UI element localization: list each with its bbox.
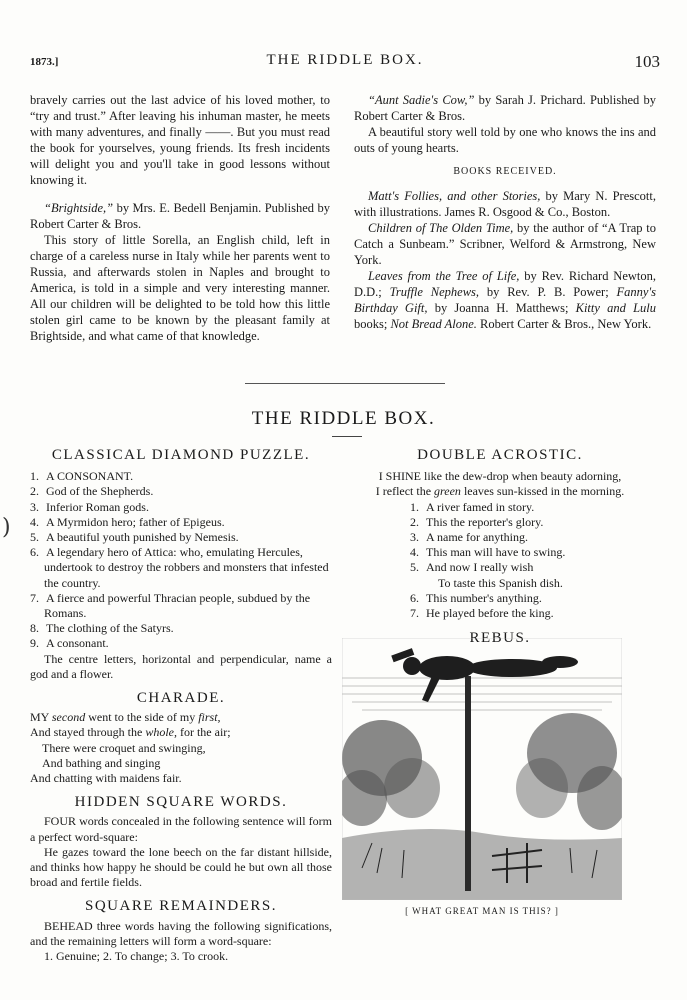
item-text: A name for anything. [426, 530, 528, 545]
charade-line: MY second went to the side of my first, [30, 710, 221, 725]
item-text: Inferior Roman gods. [46, 499, 149, 514]
item-number: 3. [410, 530, 419, 545]
item-text: A legendary hero of Attica: who, emulating Hercules, undertook to destroy the robbers and monsters that infested the country. [44, 545, 329, 590]
charade-line: There were croquet and swinging, [42, 740, 206, 755]
tree-foliage-right [516, 713, 622, 830]
bottom-left-column [30, 448, 332, 964]
top-left-column [30, 92, 330, 344]
item-number: 8. [30, 621, 39, 636]
running-header [30, 52, 660, 74]
item-text: A consonant. [46, 636, 109, 651]
diamond-puzzle-list [30, 469, 332, 651]
item-text: He played before the king. [426, 606, 554, 621]
rebus-illustration [342, 638, 622, 900]
list-item [30, 636, 332, 651]
list-item [30, 515, 332, 530]
item-number: 6. [410, 590, 419, 605]
square-remainders-title: SQUARE REMAINDERS. [84, 898, 277, 915]
item-text: The clothing of the Satyrs. [46, 621, 174, 636]
item-text: This number's anything. [426, 590, 542, 605]
list-item [410, 560, 650, 575]
list-item [410, 530, 650, 545]
item-number: 7. [410, 606, 419, 621]
item-number: 2. [410, 514, 419, 529]
item-number: 7. [30, 590, 39, 605]
top-right-column [354, 92, 656, 332]
aunt-sadie-body: A beautiful story well told by one who knows the ins and outs of young hearts. [354, 125, 656, 155]
acrostic-line: I reflect the green leaves sun-kissed in the morning. [375, 484, 625, 499]
item-text: A CONSONANT. [46, 469, 134, 484]
brightside-review-body: This story of little Sorella, an English child, left in charge of a careless nurse in Italy while her parents went to Russia, and afterwards stolen in Naples and brought to America, is told in a simple and very interesting manner. All our children will be delighted to be told how this little stolen girl came to be known by the pleasant family at Brightside, and what came of that knowledge. [30, 233, 330, 343]
list-item [410, 591, 650, 606]
item-number: 5. [410, 560, 419, 575]
margin-mark: ) [2, 515, 11, 540]
item-text: A river famed in story. [426, 499, 535, 514]
charade-verse [30, 710, 332, 786]
list-item [410, 515, 650, 530]
item-text: A Myrmidon hero; father of Epigeus. [46, 514, 225, 529]
acrostic-list [410, 500, 650, 576]
header-year: 1873.] [30, 56, 59, 68]
square-remainders-clues: 1. Genuine; 2. To change; 3. To crook. [44, 949, 229, 964]
acrostic-verse [350, 469, 650, 499]
hidden-square-words-title: HIDDEN SQUARE WORDS. [74, 794, 288, 811]
list-item [30, 469, 332, 484]
list-item [30, 591, 332, 621]
section-divider [245, 383, 445, 384]
aunt-sadie-heading: “Aunt Sadie's Cow,” by Sarah J. Prichard. Published by Robert Carter & Bros. [354, 93, 656, 123]
item-text: A fierce and powerful Thracian people, subdued by the Romans. [44, 590, 311, 621]
pole [465, 676, 471, 891]
book-entry: Leaves from the Tree of Life, by Rev. Richard Newton, D.D.; Truffle Nephews, by Rev. P. B. Power; Fanny's Birthday Gift, by Joanna H. Matthews; Kitty and Lulu books; Not Bread Alone. Robert Carter & Bros., New York. [354, 269, 657, 331]
item-number: 1. [30, 469, 39, 484]
brightside-review-heading: “Brightside,” by Mrs. E. Bedell Benjamin. Published by Robert Carter & Bros. [30, 201, 330, 231]
books-received-heading: BOOKS RECEIVED. [453, 166, 557, 177]
acrostic-line: I SHINE like the dew-drop when beauty adorning, [378, 469, 622, 484]
item-number: 2. [30, 484, 39, 499]
list-item [30, 530, 332, 545]
charade-line: And stayed through the whole, for the air; [30, 725, 231, 740]
list-item [410, 545, 650, 560]
item-text: A beautiful youth punished by Nemesis. [46, 530, 239, 545]
square-remainders-intro: BEHEAD three words having the following significations, and the remaining letters will form a word-square: [30, 918, 332, 948]
item-number: 5. [30, 530, 39, 545]
list-item [30, 545, 332, 591]
item-text: This the reporter's glory. [426, 514, 544, 529]
diamond-puzzle-title: CLASSICAL DIAMOND PUZZLE. [51, 447, 311, 463]
hidden-square-words-sentence: He gazes toward the lone beech on the far distant hillside, and thinks how happy he should be could he but own all those broad and fertile fields. [30, 844, 332, 890]
list-item [30, 500, 332, 515]
list-item [30, 621, 332, 636]
header-title: THE RIDDLE BOX. [266, 52, 424, 68]
rebus-caption: [ WHAT GREAT MAN IS THIS? ] [405, 906, 559, 916]
list-item [410, 606, 650, 621]
title-ornament [332, 436, 362, 437]
item-number: 4. [410, 545, 419, 560]
double-acrostic-title: DOUBLE ACROSTIC. [417, 447, 583, 463]
riddle-box-title: THE RIDDLE BOX. [251, 408, 436, 429]
list-item [410, 500, 650, 515]
charade-line: And bathing and singing [42, 755, 161, 770]
page-number: 103 [634, 52, 660, 71]
item-text: And now I really wish [426, 560, 534, 575]
rebus-title: REBUS. [469, 630, 531, 647]
list-item [30, 484, 332, 499]
review-continuation: bravely carries out the last advice of his loved mother, to “try and trust.” After leaving his inhuman master, he meets with many adventures, and finally ——. But you must read the book for yourselves, young friends. Its fresh incidents will delight you and you'll take in good lessons without knowing it. [30, 93, 330, 187]
brightside-title: “Brightside,” [44, 201, 114, 215]
bottom-right-column [350, 448, 650, 646]
aunt-sadie-title: “Aunt Sadie's Cow,” [368, 93, 475, 107]
item-text: This man will have to swing. [426, 545, 566, 560]
diamond-puzzle-footer: The centre letters, horizontal and perpendicular, name a god and a flower. [30, 651, 332, 681]
item-number: 3. [30, 499, 39, 514]
book-entry: Matt's Follies, and other Stories, by Mary N. Prescott, with illustrations. James R. Osgood & Co., Boston. [354, 189, 656, 219]
tree-foliage-left [342, 720, 440, 826]
item-number: 9. [30, 636, 39, 651]
item-number: 1. [410, 499, 419, 514]
hidden-square-words-intro: FOUR words concealed in the following sentence will form a perfect word-square: [30, 814, 332, 844]
charade-line: And chatting with maidens fair. [30, 771, 182, 786]
acrostic-item-continuation: To taste this Spanish dish. [438, 575, 563, 590]
item-number: 6. [30, 545, 39, 560]
item-number: 4. [30, 514, 39, 529]
item-text: God of the Shepherds. [46, 484, 154, 499]
charade-title: CHARADE. [136, 690, 226, 707]
book-entry: Children of The Olden Time, by the author of “A Trap to Catch a Sunbeam.” Scribner, Welford & Armstrong, New York. [354, 221, 656, 267]
acrostic-list-continued [410, 591, 650, 621]
